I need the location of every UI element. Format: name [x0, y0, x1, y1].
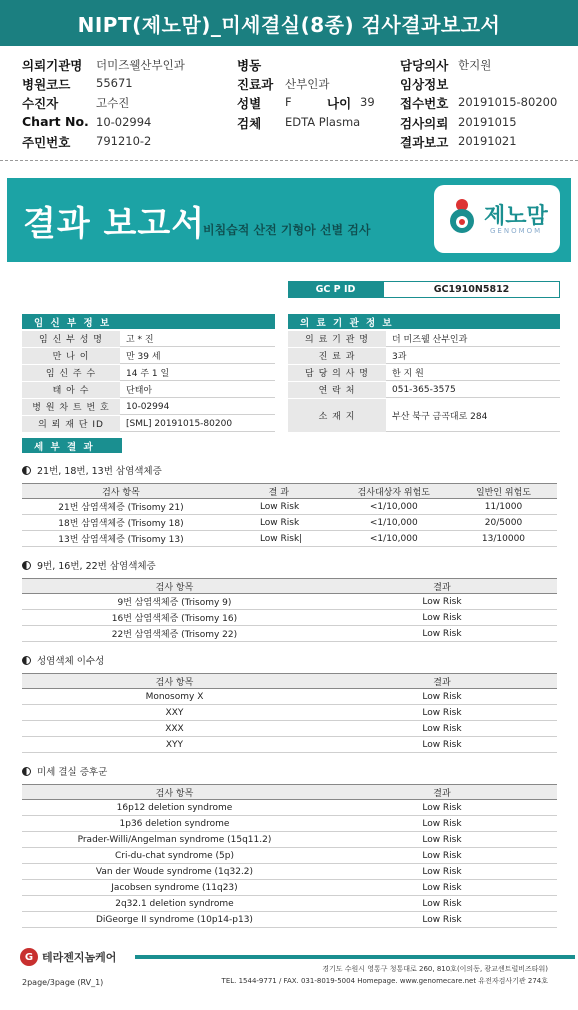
- header-separator: [0, 160, 578, 161]
- info-row: [22, 365, 275, 381]
- table-cell: Low Risk|: [220, 531, 338, 547]
- trisomy-main-table: [22, 483, 557, 547]
- info-value: 부산 북구 금곡대로 284: [392, 411, 488, 422]
- receipt-label: 접수번호: [400, 96, 449, 111]
- logo-ko: 제노맘: [484, 204, 548, 229]
- table-cell: <1/10,000: [338, 515, 450, 531]
- table-row: [22, 816, 557, 832]
- info-value: 051-365-3575: [392, 384, 456, 395]
- info-row: [288, 365, 560, 381]
- info-key: 소 재 지: [288, 399, 386, 432]
- table-row: [22, 689, 557, 705]
- table-row: [22, 800, 557, 816]
- column-header: 결과: [327, 579, 557, 594]
- table-row: [22, 499, 557, 515]
- age-label: 나이: [327, 96, 352, 111]
- table-cell: 18번 삼염색체증 (Trisomy 18): [22, 515, 220, 531]
- table-row: [22, 880, 557, 896]
- table-cell: Low Risk: [327, 832, 557, 848]
- chart-label: Chart No.: [22, 114, 89, 129]
- table-row: [22, 515, 557, 531]
- patient-value: 고수진: [96, 96, 130, 110]
- table-cell: 13번 삼염색체증 (Trisomy 13): [22, 531, 220, 547]
- table-cell: Low Risk: [327, 705, 557, 721]
- table-cell: Monosomy X: [22, 689, 327, 705]
- report-date-label: 결과보고: [400, 135, 449, 150]
- table-cell: Cri-du-chat syndrome (5p): [22, 848, 327, 864]
- specimen-label: 검체: [237, 116, 262, 131]
- table-cell: Low Risk: [327, 864, 557, 880]
- table-cell: Low Risk: [327, 721, 557, 737]
- hospital-value: 더미즈웰산부인과: [96, 58, 185, 72]
- pregnant-heading: 임 신 부 정 보: [22, 314, 275, 329]
- chart-value: 10-02994: [96, 115, 152, 129]
- table-cell: 13/10000: [450, 531, 557, 547]
- code-value: 55671: [96, 76, 133, 90]
- report-date-value: 20191021: [458, 134, 517, 148]
- code-label: 병원코드: [22, 77, 71, 92]
- info-key: 진 료 과: [288, 348, 386, 364]
- info-row: [22, 348, 275, 364]
- info-key: 만 나 이: [22, 348, 120, 364]
- table-row: [22, 594, 557, 610]
- table-cell: Low Risk: [327, 594, 557, 610]
- info-value: 10-02994: [126, 401, 170, 412]
- specimen-value: EDTA Plasma: [285, 115, 361, 129]
- table-cell: 16번 삼염색체증 (Trisomy 16): [22, 610, 327, 626]
- column-header: 결 과: [220, 484, 338, 499]
- company-logo: [20, 948, 116, 966]
- table-cell: Low Risk: [327, 848, 557, 864]
- dept-label: 진료과: [237, 77, 274, 92]
- pregnant-info: [22, 331, 275, 431]
- g-logo-icon: G: [20, 948, 38, 966]
- table-cell: XYY: [22, 737, 327, 753]
- table-cell: Low Risk: [327, 610, 557, 626]
- gc-pid-label: GC P ID: [288, 281, 383, 298]
- table-cell: 16p12 deletion syndrome: [22, 800, 327, 816]
- info-value: [SML] 20191015-80200: [126, 418, 233, 429]
- table-cell: 22번 삼염색체증 (Trisomy 22): [22, 626, 327, 642]
- info-row: [22, 382, 275, 398]
- rrn-value: 791210-2: [96, 134, 152, 148]
- page-number: 2page/3page (RV_1): [22, 978, 104, 987]
- table-cell: Low Risk: [220, 499, 338, 515]
- column-header: 결과: [327, 674, 557, 689]
- info-row: [288, 348, 560, 364]
- table-cell: Low Risk: [327, 689, 557, 705]
- logo-en: GENOMOM: [490, 227, 543, 235]
- receipt-value: 20191015-80200: [458, 95, 558, 109]
- info-key: 연 락 처: [288, 382, 386, 398]
- banner-title: 결과 보고서: [23, 204, 206, 244]
- table-cell: Low Risk: [327, 816, 557, 832]
- table-cell: 1p36 deletion syndrome: [22, 816, 327, 832]
- info-row: [288, 331, 560, 347]
- age-value: 39: [360, 95, 375, 109]
- info-key: 담 당 의 사 명: [288, 365, 386, 381]
- rrn-label: 주민번호: [22, 135, 71, 150]
- column-header: 검사대상자 위험도: [338, 484, 450, 499]
- column-header: 검사 항목: [22, 674, 327, 689]
- dept-value: 산부인과: [285, 77, 330, 91]
- report-title: NIPT(제노맘)_미세결실(8종) 검사결과보고서: [0, 0, 578, 46]
- column-header: 검사 항목: [22, 579, 327, 594]
- sex-chromosome-table: [22, 673, 557, 753]
- footer-line: [135, 955, 575, 959]
- footer-address: 경기도 수원시 영통구 청통대로 260, 810호(이의동, 광교센트럴비즈타워): [322, 965, 548, 973]
- banner-subtitle: 비침습적 산전 기형아 선별 검사: [203, 223, 371, 237]
- trisomy-other-table: [22, 578, 557, 642]
- table-cell: 2q32.1 deletion syndrome: [22, 896, 327, 912]
- column-header: 결과: [327, 785, 557, 800]
- sex-label: 성별: [237, 96, 262, 111]
- table-cell: <1/10,000: [338, 499, 450, 515]
- group4-title-text: 미세 결실 증후군: [37, 767, 108, 778]
- table-row: [22, 864, 557, 880]
- result-banner: [7, 178, 571, 262]
- info-value: 3과: [392, 352, 407, 362]
- column-header: 검사 항목: [22, 785, 327, 800]
- report-header: [0, 52, 578, 152]
- table-cell: XXX: [22, 721, 327, 737]
- info-row: [22, 331, 275, 347]
- table-row: [22, 737, 557, 753]
- gc-pid-bar: [288, 281, 560, 298]
- info-key: 의 뢰 재 단 ID: [22, 416, 120, 432]
- info-value: 고 * 진: [126, 335, 154, 345]
- table-row: [22, 610, 557, 626]
- group1-title-text: 21번, 18번, 13번 삼염색체증: [37, 466, 162, 477]
- info-key: 임 신 부 성 명: [22, 331, 120, 347]
- table-cell: Jacobsen syndrome (11q23): [22, 880, 327, 896]
- info-value: 단태아: [126, 386, 153, 396]
- info-key: 병 원 차 트 번 호: [22, 399, 120, 415]
- half-circle-icon: [22, 767, 31, 776]
- table-row: [22, 832, 557, 848]
- table-cell: 11/1000: [450, 499, 557, 515]
- info-key: 의 료 기 관 명: [288, 331, 386, 347]
- half-circle-icon: [22, 656, 31, 665]
- table-row: [22, 912, 557, 928]
- table-row: [22, 626, 557, 642]
- institution-info: [288, 331, 560, 431]
- info-value: 더 미즈웰 산부인과: [392, 335, 468, 345]
- group3-title: [22, 653, 104, 667]
- gc-pid-value: GC1910N5812: [383, 281, 560, 298]
- genomom-logo: [434, 185, 560, 253]
- table-cell: Low Risk: [327, 800, 557, 816]
- info-row: [22, 416, 275, 432]
- footer-contact: TEL. 1544-9771 / FAX. 031-8019-5004 Homepage. www.genomecare.net 유전자검사기관 274호: [221, 977, 548, 985]
- column-header: 검사 항목: [22, 484, 220, 499]
- table-cell: Low Risk: [327, 912, 557, 928]
- institution-heading: 의 료 기 관 정 보: [288, 314, 560, 329]
- info-value: 만 39 세: [126, 352, 161, 362]
- table-cell: Low Risk: [327, 896, 557, 912]
- table-cell: Low Risk: [327, 737, 557, 753]
- doctor-value: 한지원: [458, 58, 492, 72]
- group4-title: [22, 764, 107, 778]
- mother-icon: [444, 197, 480, 241]
- clinical-label: 임상정보: [400, 77, 449, 92]
- table-cell: 21번 삼염색체증 (Trisomy 21): [22, 499, 220, 515]
- info-row: [288, 399, 560, 432]
- group2-title-text: 9번, 16번, 22번 삼염색체증: [37, 561, 156, 572]
- table-cell: Prader-Willi/Angelman syndrome (15q11.2): [22, 832, 327, 848]
- table-cell: Van der Woude syndrome (1q32.2): [22, 864, 327, 880]
- request-value: 20191015: [458, 115, 517, 129]
- table-row: [22, 848, 557, 864]
- request-label: 검사의뢰: [400, 116, 449, 131]
- patient-label: 수진자: [22, 96, 59, 111]
- info-value: 14 주 1 일: [126, 369, 170, 379]
- info-row: [22, 399, 275, 415]
- half-circle-icon: [22, 561, 31, 570]
- hospital-label: 의뢰기관명: [22, 58, 83, 73]
- table-cell: 9번 삼염색체증 (Trisomy 9): [22, 594, 327, 610]
- table-cell: Low Risk: [327, 880, 557, 896]
- details-heading: 세 부 결 과: [22, 438, 122, 453]
- group1-title: [22, 463, 162, 477]
- group2-title: [22, 558, 156, 572]
- table-cell: XXY: [22, 705, 327, 721]
- microdeletion-table: [22, 784, 557, 928]
- table-row: [22, 531, 557, 547]
- table-row: [22, 896, 557, 912]
- info-key: 태 아 수: [22, 382, 120, 398]
- table-cell: DiGeorge II syndrome (10p14-p13): [22, 912, 327, 928]
- info-value: 한 지 원: [392, 369, 424, 379]
- table-cell: Low Risk: [327, 626, 557, 642]
- column-header: 일반인 위험도: [450, 484, 557, 499]
- half-circle-icon: [22, 466, 31, 475]
- ward-label: 병동: [237, 58, 262, 73]
- table-row: [22, 705, 557, 721]
- table-cell: 20/5000: [450, 515, 557, 531]
- company-name: 테라젠지놈케어: [42, 951, 117, 964]
- group3-title-text: 성염색체 이수성: [37, 656, 105, 667]
- info-row: [288, 382, 560, 398]
- doctor-label: 담당의사: [400, 58, 449, 73]
- table-cell: <1/10,000: [338, 531, 450, 547]
- sex-value: F: [285, 95, 292, 109]
- table-cell: Low Risk: [220, 515, 338, 531]
- info-key: 임 신 주 수: [22, 365, 120, 381]
- table-row: [22, 721, 557, 737]
